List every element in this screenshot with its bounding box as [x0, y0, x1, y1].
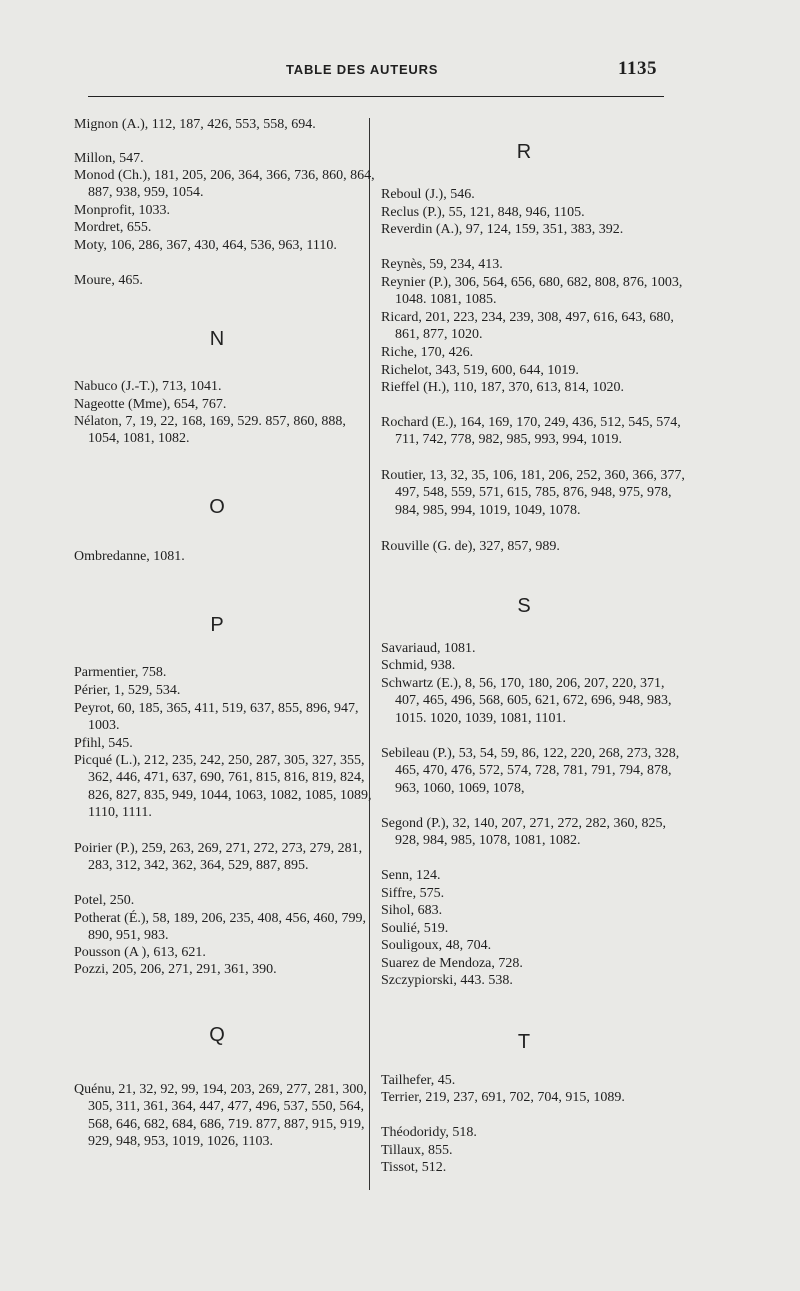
index-entry: Moure, 465.: [74, 273, 143, 288]
index-entry: Parmentier, 758.: [74, 665, 167, 680]
index-entry: Théodoridy, 518.: [381, 1125, 477, 1140]
index-entry: Rieffel (H.), 110, 187, 370, 613, 814, 1020.: [381, 380, 625, 395]
section-letter-p: P: [210, 614, 224, 636]
index-entry: Reynier (P.), 306, 564, 656, 680, 682, 808, 876, 1003, 1048. 1081, 1085.: [381, 275, 683, 308]
running-head: [0, 58, 800, 82]
index-entry: Ombredanne, 1081.: [74, 549, 185, 564]
index-entry: Millon, 547.: [74, 151, 144, 166]
index-entry: Monprofit, 1033.: [74, 203, 171, 218]
index-entry: Mignon (A.), 112, 187, 426, 553, 558, 694.: [74, 117, 316, 132]
index-entry: Sebileau (P.), 53, 54, 59, 86, 122, 220, 268, 273, 328, 465, 470, 476, 572, 574, 728, 781, 791, 794, 878, 963, 1060, 1069, 1078,: [381, 746, 680, 796]
index-entry: Schmid, 938.: [381, 658, 456, 673]
section-letter-n: N: [209, 328, 225, 350]
header-rule: [88, 96, 664, 97]
index-entry: Siffre, 575.: [381, 886, 445, 901]
index-entry: Schwartz (E.), 8, 56, 170, 180, 206, 207, 220, 371, 407, 465, 496, 568, 605, 621, 672, 696, 948, 983, 1015. 1020, 1039, 1081, 1101.: [381, 676, 672, 726]
index-entry: Potel, 250.: [74, 893, 135, 908]
index-entry: Monod (Ch.), 181, 205, 206, 364, 366, 736, 860, 864, 887, 938, 959, 1054.: [74, 168, 375, 201]
index-entry: Riche, 170, 426.: [381, 345, 474, 360]
index-entry: Mordret, 655.: [74, 220, 152, 235]
index-entry: Szczypiorski, 443. 538.: [381, 973, 513, 988]
index-entry: Moty, 106, 286, 367, 430, 464, 536, 963, 1110.: [74, 238, 337, 253]
index-entry: Tissot, 512.: [381, 1160, 447, 1175]
index-entry: Nabuco (J.-T.), 713, 1041.: [74, 379, 222, 394]
index-entry: Tillaux, 855.: [381, 1143, 453, 1158]
index-entry: Peyrot, 60, 185, 365, 411, 519, 637, 855, 896, 947, 1003.: [74, 701, 359, 734]
index-entry: Nélaton, 7, 19, 22, 168, 169, 529. 857, 860, 888, 1054, 1081, 1082.: [74, 414, 346, 447]
index-entry: Tailhefer, 45.: [381, 1073, 456, 1088]
section-letter-r: R: [516, 141, 532, 163]
page-number: 1135: [618, 58, 657, 79]
index-entry: Rochard (E.), 164, 169, 170, 249, 436, 512, 545, 574, 711, 742, 778, 982, 985, 993, 994, 1019.: [381, 415, 681, 448]
index-entry: Sihol, 683.: [381, 903, 443, 918]
index-entry: Pozzi, 205, 206, 271, 291, 361, 390.: [74, 962, 277, 977]
index-entry: Poirier (P.), 259, 263, 269, 271, 272, 273, 279, 281, 283, 312, 342, 362, 364, 529, 887, 895.: [74, 841, 363, 874]
index-entry: Potherat (É.), 58, 189, 206, 235, 408, 456, 460, 799, 890, 951, 983.: [74, 911, 367, 944]
index-entry: Périer, 1, 529, 534.: [74, 683, 181, 698]
section-letter-s: S: [517, 595, 531, 617]
index-entry: Reynès, 59, 234, 413.: [381, 257, 503, 272]
index-entry: Picqué (L.), 212, 235, 242, 250, 287, 305, 327, 355, 362, 446, 471, 637, 690, 761, 815, 816, 819, 824, 826, 827, 835, 949, 1044, 1063, 1082, 1085, 1089, 1110, 1111.: [74, 753, 372, 820]
section-letter-o: O: [209, 496, 225, 518]
index-entry: Terrier, 219, 237, 691, 702, 704, 915, 1089.: [381, 1090, 625, 1105]
index-entry: Quénu, 21, 32, 92, 99, 194, 203, 269, 277, 281, 300, 305, 311, 361, 364, 447, 477, 496, 537, 550, 564, 568, 646, 682, 684, 686, 719. 877, 887, 915, 919, 929, 948, 953, 1019, 1026, 1103.: [74, 1082, 367, 1149]
running-title: TABLE DES AUTEURS: [286, 62, 439, 77]
section-letter-q: Q: [209, 1024, 225, 1046]
index-entry: Senn, 124.: [381, 868, 441, 883]
index-entry: Pfihl, 545.: [74, 736, 133, 751]
index-entry: Segond (P.), 32, 140, 207, 271, 272, 282, 360, 825, 928, 984, 985, 1078, 1081, 1082.: [381, 816, 667, 849]
index-entry: Routier, 13, 32, 35, 106, 181, 206, 252, 360, 366, 377, 497, 548, 559, 571, 615, 785, 876, 948, 975, 978, 984, 985, 994, 1019, 1049, 1078.: [381, 468, 685, 518]
index-entry: Nageotte (Mme), 654, 767.: [74, 397, 227, 412]
index-entry: Ricard, 201, 223, 234, 239, 308, 497, 616, 643, 680, 861, 877, 1020.: [381, 310, 674, 343]
index-entry: Reclus (P.), 55, 121, 848, 946, 1105.: [381, 205, 585, 220]
index-entry: Reverdin (A.), 97, 124, 159, 351, 383, 392.: [381, 222, 624, 237]
index-entry: Reboul (J.), 546.: [381, 187, 475, 202]
index-entry: Souligoux, 48, 704.: [381, 938, 492, 953]
index-entry: Suarez de Mendoza, 728.: [381, 956, 523, 971]
section-letter-t: T: [517, 1031, 531, 1053]
index-entry: Savariaud, 1081.: [381, 641, 476, 656]
index-entry: Rouville (G. de), 327, 857, 989.: [381, 539, 560, 554]
index-entry: Pousson (A ), 613, 621.: [74, 945, 206, 960]
index-entry: Richelot, 343, 519, 600, 644, 1019.: [381, 363, 579, 378]
index-entry: Soulié, 519.: [381, 921, 449, 936]
